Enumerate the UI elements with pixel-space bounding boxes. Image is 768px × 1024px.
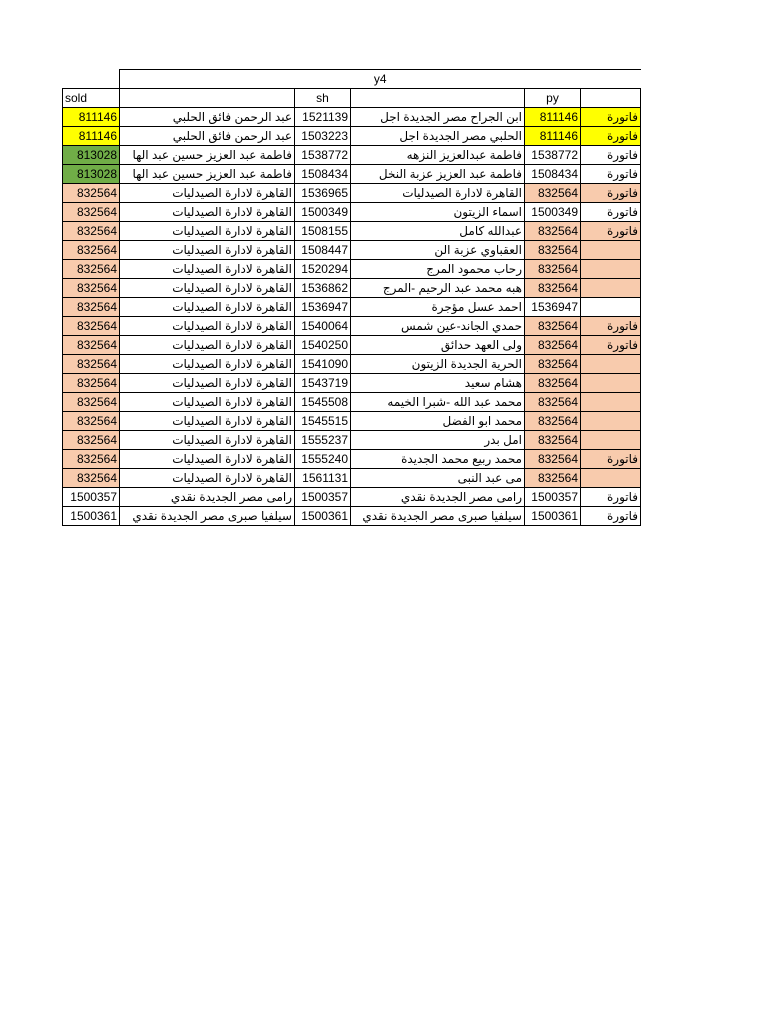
table-row: [63, 336, 641, 355]
sh-name-cell[interactable]: امل بدر: [351, 431, 525, 450]
py-cell[interactable]: 1508434: [525, 165, 581, 184]
sh-name-cell[interactable]: فاطمة عبد العزيز عزبة النخل: [351, 165, 525, 184]
sh-name-cell[interactable]: الحرية الجديدة الزيتون: [351, 355, 525, 374]
table-row: [63, 317, 641, 336]
sh-name-cell[interactable]: رامى مصر الجديدة نقدي: [351, 488, 525, 507]
py-cell[interactable]: 832564: [525, 469, 581, 488]
py-cell[interactable]: 832564: [525, 222, 581, 241]
sh-cell[interactable]: 1540064: [295, 317, 351, 336]
status-cell[interactable]: [581, 412, 641, 431]
sh-cell[interactable]: 1545515: [295, 412, 351, 431]
status-cell[interactable]: [581, 393, 641, 412]
sh-cell[interactable]: 1500349: [295, 203, 351, 222]
table-row: [63, 127, 641, 146]
py-cell[interactable]: 811146: [525, 108, 581, 127]
sold-name-cell[interactable]: القاهرة لادارة الصيدليات: [120, 431, 295, 450]
sh-name-cell[interactable]: ولى العهد حدائق: [351, 336, 525, 355]
table-row: [63, 279, 641, 298]
py-cell[interactable]: 832564: [525, 431, 581, 450]
table-row: [63, 165, 641, 184]
sold-name-cell[interactable]: القاهرة لادارة الصيدليات: [120, 412, 295, 431]
status-cell[interactable]: فاتورة: [581, 127, 641, 146]
sold-name-cell[interactable]: فاطمة عبد العزيز حسين عبد الها: [120, 146, 295, 165]
sold-name-cell[interactable]: القاهرة لادارة الصيدليات: [120, 450, 295, 469]
sold-cell[interactable]: 1500361: [63, 507, 120, 526]
sold-cell[interactable]: 811146: [63, 108, 120, 127]
table-row: [63, 108, 641, 127]
table-row: [63, 488, 641, 507]
sold-cell[interactable]: 832564: [63, 298, 120, 317]
table-row: [63, 469, 641, 488]
sold-cell[interactable]: 832564: [63, 241, 120, 260]
status-cell[interactable]: [581, 260, 641, 279]
sh-cell[interactable]: 1500361: [295, 507, 351, 526]
status-cell[interactable]: [581, 374, 641, 393]
sh-name-cell[interactable]: محمد عبد الله -شبرا الخيمه: [351, 393, 525, 412]
sold-name-cell[interactable]: القاهرة لادارة الصيدليات: [120, 393, 295, 412]
status-cell[interactable]: [581, 298, 641, 317]
status-cell[interactable]: فاتورة: [581, 488, 641, 507]
table-row: [63, 374, 641, 393]
sh-cell[interactable]: 1536965: [295, 184, 351, 203]
py-cell[interactable]: 832564: [525, 355, 581, 374]
sold-name-cell[interactable]: سيلفيا صبرى مصر الجديدة نقدي: [120, 507, 295, 526]
sh-name-cell[interactable]: حمدي الجاند-عين شمس: [351, 317, 525, 336]
py-cell[interactable]: 832564: [525, 393, 581, 412]
status-cell[interactable]: فاتورة: [581, 203, 641, 222]
sold-name-cell[interactable]: رامى مصر الجديدة نقدي: [120, 488, 295, 507]
sh-cell[interactable]: 1538772: [295, 146, 351, 165]
sh-cell[interactable]: 1561131: [295, 469, 351, 488]
sh-name-cell[interactable]: هبه محمد عبد الرحيم -المرج: [351, 279, 525, 298]
sh-name-cell[interactable]: محمد ابو الفضل: [351, 412, 525, 431]
table-row: [63, 431, 641, 450]
py-cell[interactable]: 1500357: [525, 488, 581, 507]
py-cell[interactable]: 832564: [525, 317, 581, 336]
sold-cell[interactable]: 832564: [63, 336, 120, 355]
sh-cell[interactable]: 1536862: [295, 279, 351, 298]
status-cell[interactable]: [581, 279, 641, 298]
status-cell[interactable]: [581, 469, 641, 488]
table-row: [63, 184, 641, 203]
sh-name-cell[interactable]: العقباوي عزبة الن: [351, 241, 525, 260]
sold-cell[interactable]: 832564: [63, 469, 120, 488]
sold-name-cell[interactable]: القاهرة لادارة الصيدليات: [120, 203, 295, 222]
sold-name-cell[interactable]: عبد الرحمن فائق الحلبي: [120, 108, 295, 127]
py-cell[interactable]: 832564: [525, 450, 581, 469]
sh-name-cell[interactable]: هشام سعيد: [351, 374, 525, 393]
sold-name-cell[interactable]: القاهرة لادارة الصيدليات: [120, 336, 295, 355]
py-cell[interactable]: 1536947: [525, 298, 581, 317]
status-cell[interactable]: فاتورة: [581, 146, 641, 165]
py-cell[interactable]: 832564: [525, 279, 581, 298]
table-row: [63, 412, 641, 431]
sh-cell[interactable]: 1500357: [295, 488, 351, 507]
table-row: [63, 355, 641, 374]
status-cell[interactable]: فاتورة: [581, 222, 641, 241]
table-row: [63, 450, 641, 469]
sold-cell[interactable]: 832564: [63, 412, 120, 431]
table-row: [63, 298, 641, 317]
status-cell[interactable]: فاتورة: [581, 507, 641, 526]
sh-cell[interactable]: 1536947: [295, 298, 351, 317]
sold-cell[interactable]: 832564: [63, 355, 120, 374]
sh-cell[interactable]: 1555240: [295, 450, 351, 469]
sold-name-cell[interactable]: القاهرة لادارة الصيدليات: [120, 184, 295, 203]
sold-name-cell[interactable]: القاهرة لادارة الصيدليات: [120, 317, 295, 336]
status-cell[interactable]: فاتورة: [581, 317, 641, 336]
status-cell[interactable]: فاتورة: [581, 184, 641, 203]
sh-name-cell[interactable]: القاهرة لادارة الصيدليات: [351, 184, 525, 203]
status-cell[interactable]: [581, 355, 641, 374]
py-cell[interactable]: 832564: [525, 184, 581, 203]
header-sh-name[interactable]: [351, 89, 525, 108]
py-cell[interactable]: 811146: [525, 127, 581, 146]
status-cell[interactable]: فاتورة: [581, 336, 641, 355]
table-row: [63, 222, 641, 241]
table-row: [63, 203, 641, 222]
sold-cell[interactable]: 1500357: [63, 488, 120, 507]
sold-cell[interactable]: 832564: [63, 450, 120, 469]
header-status[interactable]: [581, 89, 641, 108]
py-cell[interactable]: 832564: [525, 412, 581, 431]
py-cell[interactable]: 1538772: [525, 146, 581, 165]
sh-name-cell[interactable]: احمد عسل مؤجرة: [351, 298, 525, 317]
sold-cell[interactable]: 832564: [63, 184, 120, 203]
sold-cell[interactable]: 813028: [63, 146, 120, 165]
sh-name-cell[interactable]: رحاب محمود المرج: [351, 260, 525, 279]
spreadsheet-table: [62, 69, 641, 526]
sh-name-cell[interactable]: فاطمة عبدالعزيز النزهه: [351, 146, 525, 165]
status-cell[interactable]: فاتورة: [581, 450, 641, 469]
sold-cell[interactable]: 811146: [63, 127, 120, 146]
sold-name-cell[interactable]: القاهرة لادارة الصيدليات: [120, 298, 295, 317]
sold-name-cell[interactable]: القاهرة لادارة الصيدليات: [120, 355, 295, 374]
sh-name-cell[interactable]: سيلفيا صبرى مصر الجديدة نقدي: [351, 507, 525, 526]
sh-name-cell[interactable]: اسماء الزيتون: [351, 203, 525, 222]
status-cell[interactable]: [581, 241, 641, 260]
sold-cell[interactable]: 813028: [63, 165, 120, 184]
sold-cell[interactable]: 832564: [63, 393, 120, 412]
sold-cell[interactable]: 832564: [63, 431, 120, 450]
sh-cell[interactable]: 1545508: [295, 393, 351, 412]
sh-cell[interactable]: 1540250: [295, 336, 351, 355]
sold-name-cell[interactable]: القاهرة لادارة الصيدليات: [120, 241, 295, 260]
group-header-y4[interactable]: y4: [120, 70, 641, 89]
header-sold-name[interactable]: [120, 89, 295, 108]
py-cell[interactable]: 1500349: [525, 203, 581, 222]
py-cell[interactable]: 1500361: [525, 507, 581, 526]
table-row: [63, 260, 641, 279]
sold-cell[interactable]: 832564: [63, 317, 120, 336]
sold-name-cell[interactable]: القاهرة لادارة الصيدليات: [120, 222, 295, 241]
sh-name-cell[interactable]: مى عبد النبى: [351, 469, 525, 488]
sh-cell[interactable]: 1503223: [295, 127, 351, 146]
sold-cell[interactable]: 832564: [63, 203, 120, 222]
sold-cell[interactable]: 832564: [63, 222, 120, 241]
sold-cell[interactable]: 832564: [63, 374, 120, 393]
status-cell[interactable]: [581, 431, 641, 450]
sold-name-cell[interactable]: فاطمة عبد العزيز حسين عبد الها: [120, 165, 295, 184]
status-cell[interactable]: فاتورة: [581, 108, 641, 127]
sold-name-cell[interactable]: القاهرة لادارة الصيدليات: [120, 374, 295, 393]
sh-name-cell[interactable]: محمد ربيع محمد الجديدة: [351, 450, 525, 469]
py-cell[interactable]: 832564: [525, 260, 581, 279]
sh-cell[interactable]: 1508155: [295, 222, 351, 241]
sh-cell[interactable]: 1508434: [295, 165, 351, 184]
header-sh[interactable]: sh: [295, 89, 351, 108]
table-row: [63, 146, 641, 165]
py-cell[interactable]: 832564: [525, 241, 581, 260]
column-header-row: [63, 89, 641, 108]
header-sold[interactable]: sold: [63, 89, 120, 108]
status-cell[interactable]: فاتورة: [581, 165, 641, 184]
sh-cell[interactable]: 1541090: [295, 355, 351, 374]
empty-corner-cell[interactable]: [63, 70, 120, 89]
sh-name-cell[interactable]: الحلبي مصر الجديدة اجل: [351, 127, 525, 146]
sold-cell[interactable]: 832564: [63, 260, 120, 279]
sh-cell[interactable]: 1508447: [295, 241, 351, 260]
sh-cell[interactable]: 1543719: [295, 374, 351, 393]
sh-cell[interactable]: 1521139: [295, 108, 351, 127]
header-py[interactable]: py: [525, 89, 581, 108]
sh-name-cell[interactable]: ابن الجراح مصر الجديدة اجل: [351, 108, 525, 127]
py-cell[interactable]: 832564: [525, 374, 581, 393]
sold-name-cell[interactable]: القاهرة لادارة الصيدليات: [120, 279, 295, 298]
sold-cell[interactable]: 832564: [63, 279, 120, 298]
sh-name-cell[interactable]: عبدالله كامل: [351, 222, 525, 241]
sold-name-cell[interactable]: عبد الرحمن فائق الحلبي: [120, 127, 295, 146]
sh-cell[interactable]: 1555237: [295, 431, 351, 450]
table-row: [63, 507, 641, 526]
sold-name-cell[interactable]: القاهرة لادارة الصيدليات: [120, 469, 295, 488]
table-row: [63, 241, 641, 260]
sold-name-cell[interactable]: القاهرة لادارة الصيدليات: [120, 260, 295, 279]
py-cell[interactable]: 832564: [525, 336, 581, 355]
sh-cell[interactable]: 1520294: [295, 260, 351, 279]
group-header-row: [63, 70, 641, 89]
table-row: [63, 393, 641, 412]
